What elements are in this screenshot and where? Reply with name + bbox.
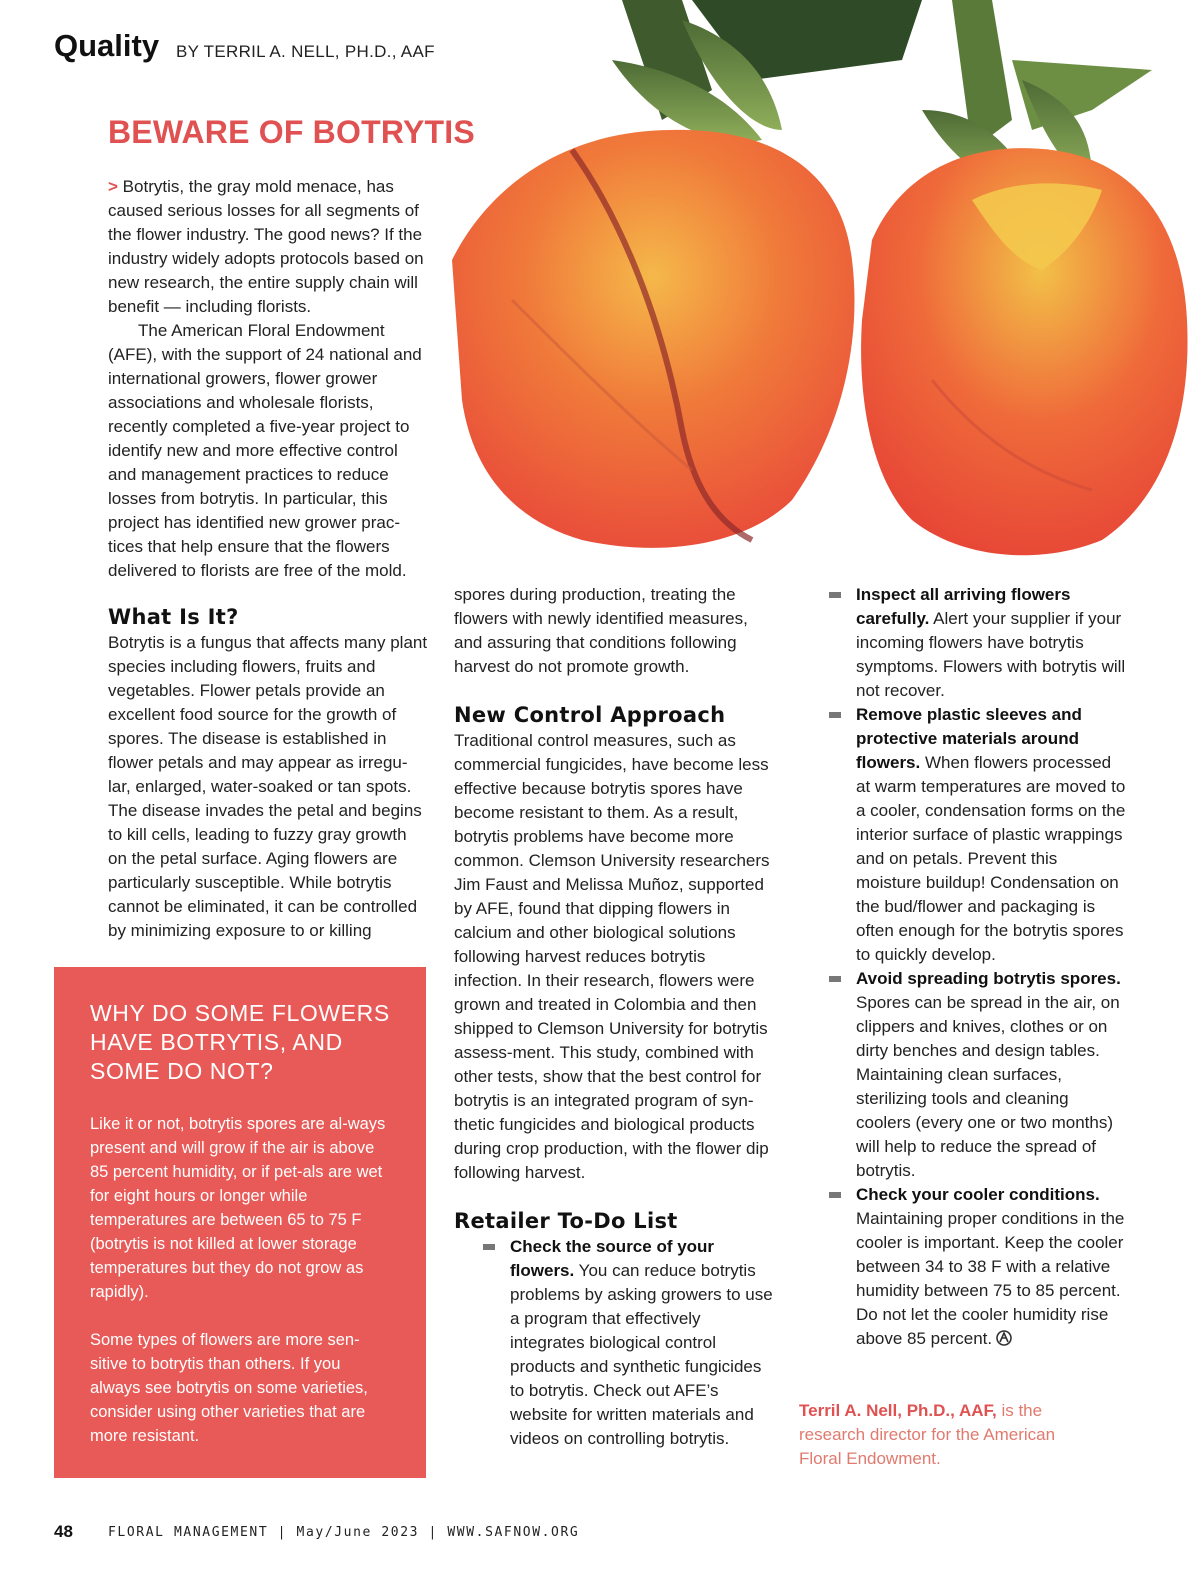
intro-text: Botrytis, the gray mold menace, has caused serious losses for all segments of the flower industry. The good news? If the industry widely adopts protocols based on new research, the entire supply chain will benefit — including florists. — [108, 177, 424, 316]
author-bio-text: is the research director for the American Floral Endowment. — [799, 1401, 1056, 1468]
todo-item — [856, 967, 1126, 1183]
todo-item — [856, 703, 1126, 967]
todo-item — [856, 1183, 1126, 1351]
new-control-body: Traditional control measures, such as commercial fungicides, have become less effective because botrytis spores have become resistant to them. As a result, botrytis problems have become more common. Clemson University researchers Jim Faust and Melissa Muñoz, supported by AFE, found that dipping flowers in calcium and other biological solutions following harvest reduces botrytis infection. In their research, flowers were grown and treated in Colombia and then shipped to Clemson University for botrytis assess-ment. This study, combined with other tests, show that the best control for botrytis is an integrated program of syn-thetic fungicides and biological products during crop production, with the flower dip following harvest. — [454, 731, 770, 1182]
todo-item-title: Check the source of your flowers. — [510, 1237, 715, 1280]
todo-item-text: Maintaining proper conditions in the cooler is important. Keep the cooler between 34 to 38 F with a relative humidity between 75 to 85 percent. Do not let the cooler humidity rise above 85 percent. — [856, 1209, 1125, 1348]
todo-item-title: Avoid spreading botrytis spores. — [856, 969, 1121, 988]
todo-item-text: You can reduce botrytis problems by asking growers to use a program that effectively integrates biological control products and synthetic fungicides to botrytis. Check out AFE’s website for written materials and videos on controlling botrytis. — [510, 1261, 773, 1448]
sidebar-paragraph-1: Like it or not, botrytis spores are al-ways present and will grow if the air is above 85 percent humidity, or if pet-als are wet for eight hours or longer while temperatures are between 65 to 75 F (botrytis is not killed at lower storage temperatures but they do not grow as rapidly). — [90, 1115, 386, 1301]
author-name: Terril A. Nell, Ph.D., AAF, — [799, 1401, 997, 1420]
page-number: 48 — [54, 1522, 73, 1541]
author-bio — [799, 1399, 1099, 1471]
byline: BY TERRIL A. NELL, PH.D., AAF — [176, 42, 435, 61]
todo-list-part-1 — [510, 1235, 776, 1451]
sidebar-box — [54, 967, 426, 1478]
square-bullet-icon — [829, 976, 841, 982]
sidebar-paragraph-2: Some types of flowers are more sen-sitive to botrytis than others. If you always see botrytis on some varieties, consider using other varieties that are more resistant. — [90, 1331, 368, 1445]
todo-item-text: When flowers processed at warm temperatures are moved to a cooler, condensation forms on the interior surface of plastic wrappings and on petals. Prevent this moisture buildup! Condensation on the bud/flower and packaging is often enough for the botrytis spores to quickly develop. — [856, 753, 1126, 964]
column-2 — [454, 583, 776, 1451]
square-bullet-icon — [829, 592, 841, 598]
intro-paragraph — [108, 175, 428, 319]
todo-item-text: Alert your supplier if your incoming flowers have botrytis symptoms. Flowers with botrytis will not recover. — [856, 609, 1126, 700]
todo-item — [510, 1235, 776, 1451]
what-is-it-body: Botrytis is a fungus that affects many plant species including flowers, fruits and vegetables. Flower petals provide an excellent food source for the growth of spores. The disease is established in flower petals and may appear as irregu-lar, enlarged, water-soaked or tan spots. The disease invades the petal and begins to kill cells, leading to fuzzy gray growth on the petal surface. Aging flowers are particularly susceptible. While botrytis cannot be eliminated, it can be controlled by minimizing exposure to or killing — [108, 633, 428, 940]
todo-item-title: Check your cooler conditions. — [856, 1185, 1100, 1204]
todo-list-part-2 — [856, 583, 1126, 1351]
todo-heading: Retailer To-Do List — [454, 1209, 678, 1233]
what-is-it-continued: spores during production, treating the flowers with newly identified measures, and assuring that conditions following harvest do not promote growth. — [454, 585, 748, 676]
todo-item-title: Remove plastic sleeves and protective materials around flowers. — [856, 705, 1082, 772]
intro-marker: > — [108, 177, 118, 196]
square-bullet-icon — [483, 1244, 495, 1250]
new-control-heading: New Control Approach — [454, 703, 726, 727]
what-is-it-heading: What Is It? — [108, 605, 239, 629]
sidebar-title: WHY DO SOME FLOWERS HAVE BOTRYTIS, AND SOME DO NOT? — [90, 1000, 390, 1084]
rose-photo — [452, 0, 1192, 560]
article-headline: BEWARE OF BOTRYTIS — [108, 114, 475, 150]
todo-item-title: Inspect all arriving flowers carefully. — [856, 585, 1071, 628]
square-bullet-icon — [829, 712, 841, 718]
todo-item — [856, 583, 1126, 703]
column-3 — [856, 583, 1126, 1351]
saf-logo-icon — [996, 1330, 1012, 1346]
publication-footer: FLORAL MANAGEMENT | May/June 2023 | WWW.SAFNOW.ORG — [108, 1525, 580, 1540]
column-1 — [108, 175, 428, 943]
section-label: Quality — [54, 28, 160, 63]
paragraph-afe: The American Floral Endowment (AFE), with the support of 24 national and international growers, flower grower associations and wholesale florists, recently completed a five-year project to identify new and more effective control and management practices to reduce losses from botrytis. In particular, this project has identified new grower prac-tices that help ensure that the flowers delivered to florists are free of the mold. — [108, 321, 422, 580]
square-bullet-icon — [829, 1192, 841, 1198]
todo-item-text: Spores can be spread in the air, on clippers and knives, clothes or on dirty benches and design tables. Maintaining clean surfaces, sterilizing tools and cleaning coolers (every one or two months) will help to reduce the spread of botrytis. — [856, 993, 1120, 1180]
